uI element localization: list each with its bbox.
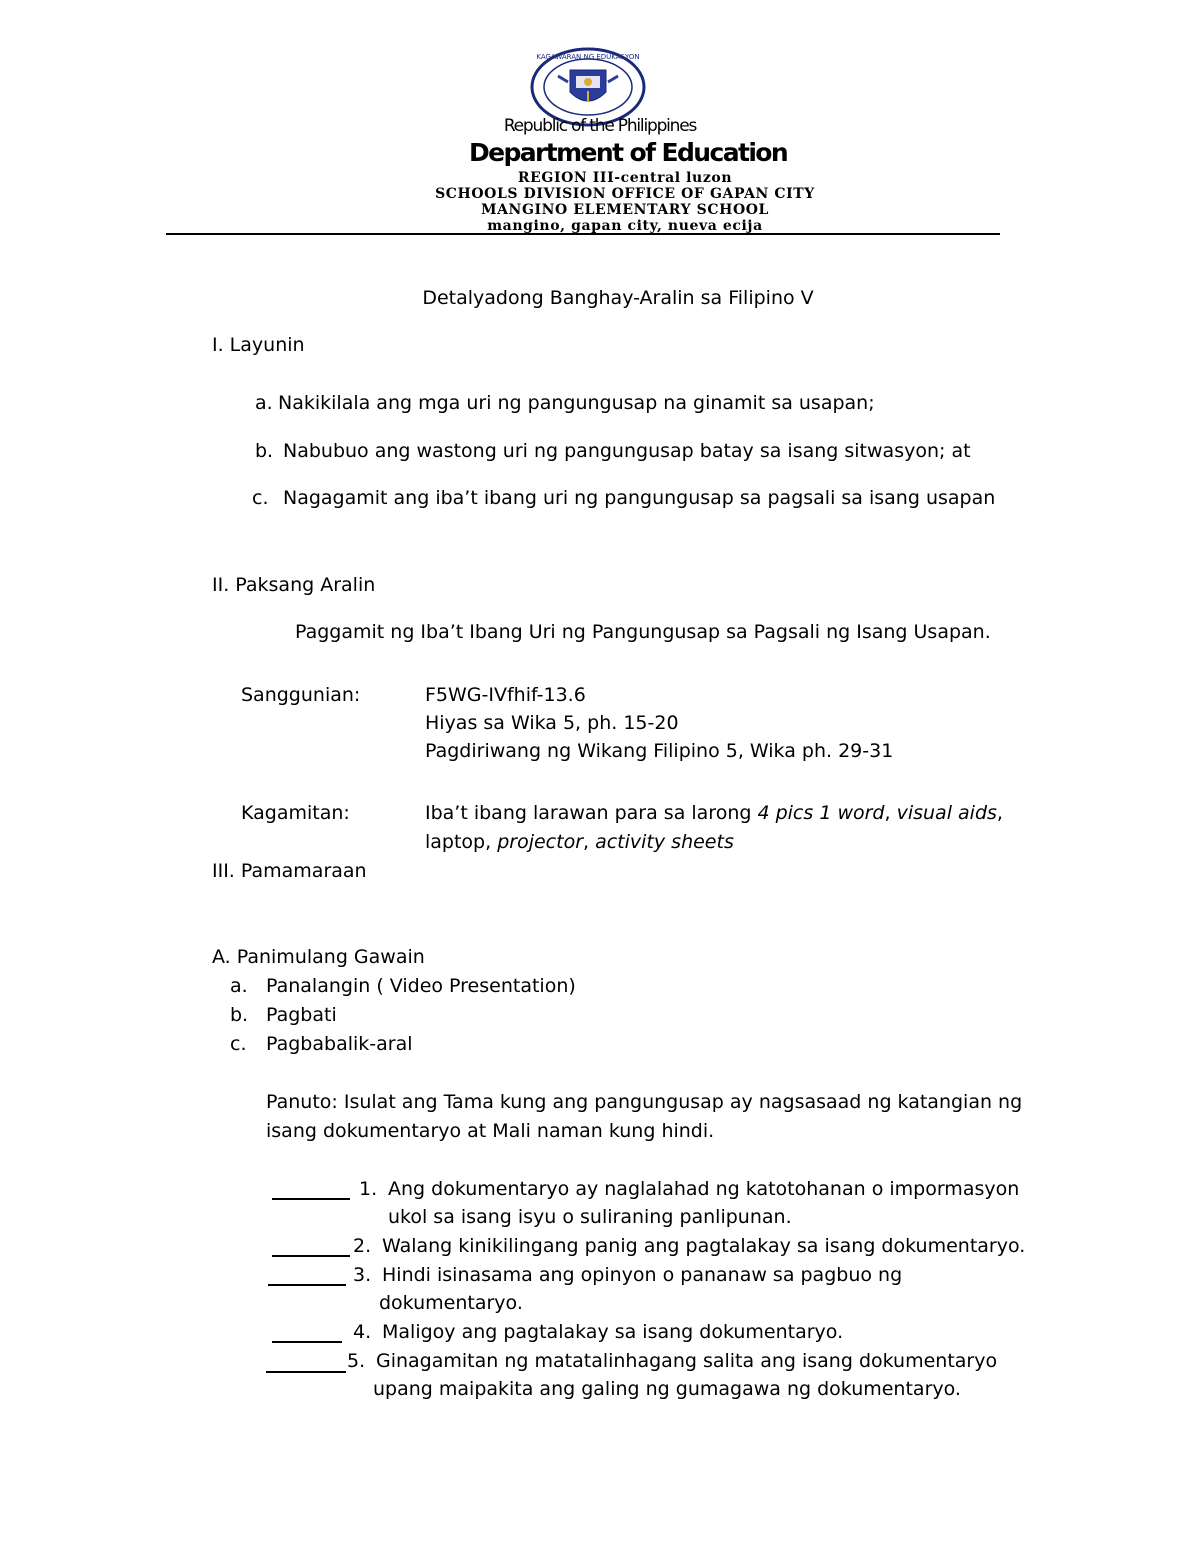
activity-marker-c: c. <box>230 1033 247 1055</box>
objective-a: Nakikilala ang mga uri ng pangungusap na ginamit sa usapan; <box>278 392 875 414</box>
materials-projector: projector <box>497 831 583 853</box>
kagamitan-label: Kagamitan: <box>241 802 350 824</box>
answer-blank-1[interactable] <box>272 1198 350 1200</box>
question-number-2: 2. <box>353 1235 372 1257</box>
section-heading-paksang-aralin: II. Paksang Aralin <box>212 574 376 596</box>
question-3-line-2: dokumentaryo. <box>379 1292 523 1314</box>
school-label: MANGINO ELEMENTARY SCHOOL <box>481 202 769 218</box>
reference-3: Pagdiriwang ng Wikang Filipino 5, Wika ph. 29-31 <box>425 740 894 762</box>
materials-game: 4 pics 1 word <box>757 802 885 824</box>
answer-blank-3[interactable] <box>268 1284 346 1286</box>
section-heading-pamamaraan: III. Pamamaraan <box>212 860 367 882</box>
division-label: SCHOOLS DIVISION OFFICE OF GAPAN CITY <box>435 186 815 202</box>
question-1-line-1: Ang dokumentaryo ay naglalahad ng katotohanan o impormasyon <box>388 1178 1020 1200</box>
address-label: mangino, gapan city, nueva ecija <box>487 218 763 234</box>
instructions-line-2: isang dokumentaryo at Mali naman kung hindi. <box>266 1120 715 1142</box>
sub-heading-panimulang-gawain: A. Panimulang Gawain <box>212 946 425 968</box>
objective-marker-c: c. <box>252 487 269 509</box>
question-number-3: 3. <box>353 1264 372 1286</box>
materials-sep-3: , <box>583 831 596 853</box>
question-number-5: 5. <box>347 1350 366 1372</box>
question-number-1: 1. <box>359 1178 378 1200</box>
activity-marker-a: a. <box>230 975 248 997</box>
materials-line-1 <box>425 802 1003 824</box>
svg-text:KAGAWARAN NG EDUKASYON: KAGAWARAN NG EDUKASYON <box>536 53 640 61</box>
region-label: REGION III-central luzon <box>517 170 733 186</box>
objective-b: Nabubuo ang wastong uri ng pangungusap batay sa isang sitwasyon; at <box>283 440 971 462</box>
header-divider <box>166 233 1000 235</box>
activity-a: Panalangin ( Video Presentation) <box>266 975 576 997</box>
lesson-topic: Paggamit ng Iba’t Ibang Uri ng Pangungusap sa Pagsali ng Isang Usapan. <box>295 621 991 643</box>
objective-marker-b: b. <box>255 440 274 462</box>
materials-laptop: laptop, <box>425 831 498 853</box>
question-5-line-1: Ginagamitan ng matatalinhagang salita ang isang dokumentaryo <box>376 1350 998 1372</box>
reference-2: Hiyas sa Wika 5, ph. 15-20 <box>425 712 679 734</box>
materials-visual-aids: visual aids <box>896 802 997 824</box>
question-4-line-1: Maligoy ang pagtalakay sa isang dokumentaryo. <box>382 1321 844 1343</box>
objective-marker-a: a. <box>255 392 273 414</box>
question-3-line-1: Hindi isinasama ang opinyon o pananaw sa pagbuo ng <box>382 1264 903 1286</box>
answer-blank-4[interactable] <box>272 1341 342 1343</box>
answer-blank-2[interactable] <box>272 1255 350 1257</box>
section-heading-layunin: I. Layunin <box>212 334 305 356</box>
answer-blank-5[interactable] <box>266 1371 346 1373</box>
department-title: Department of Education <box>468 138 788 167</box>
materials-activity-sheets: activity sheets <box>595 831 734 853</box>
activity-marker-b: b. <box>230 1004 249 1026</box>
materials-sep-2: , <box>996 802 1003 824</box>
materials-line-2 <box>425 831 734 853</box>
question-1-line-2: ukol sa isang isyu o suliraning panlipunan. <box>388 1206 792 1228</box>
activity-c: Pagbabalik-aral <box>266 1033 413 1055</box>
question-5-line-2: upang maipakita ang galing ng gumagawa ng dokumentaryo. <box>373 1378 961 1400</box>
materials-text: Iba’t ibang larawan para sa larong <box>425 802 758 824</box>
question-number-4: 4. <box>353 1321 372 1343</box>
activity-b: Pagbati <box>266 1004 337 1026</box>
question-2-line-1: Walang kinikilingang panig ang pagtalakay sa isang dokumentaryo. <box>382 1235 1026 1257</box>
materials-sep: , <box>884 802 897 824</box>
reference-1: F5WG-IVfhif-13.6 <box>425 684 586 706</box>
instructions-line-1: Panuto: Isulat ang Tama kung ang pangungusap ay nagsasaad ng katangian ng <box>266 1091 1023 1113</box>
sanggunian-label: Sanggunian: <box>241 684 361 706</box>
objective-c: Nagagamit ang iba’t ibang uri ng pangungusap sa pagsali sa isang usapan <box>283 487 996 509</box>
document-title: Detalyadong Banghay-Aralin sa Filipino V <box>422 287 814 309</box>
republic-label: Republic of the Philippines <box>503 116 697 136</box>
